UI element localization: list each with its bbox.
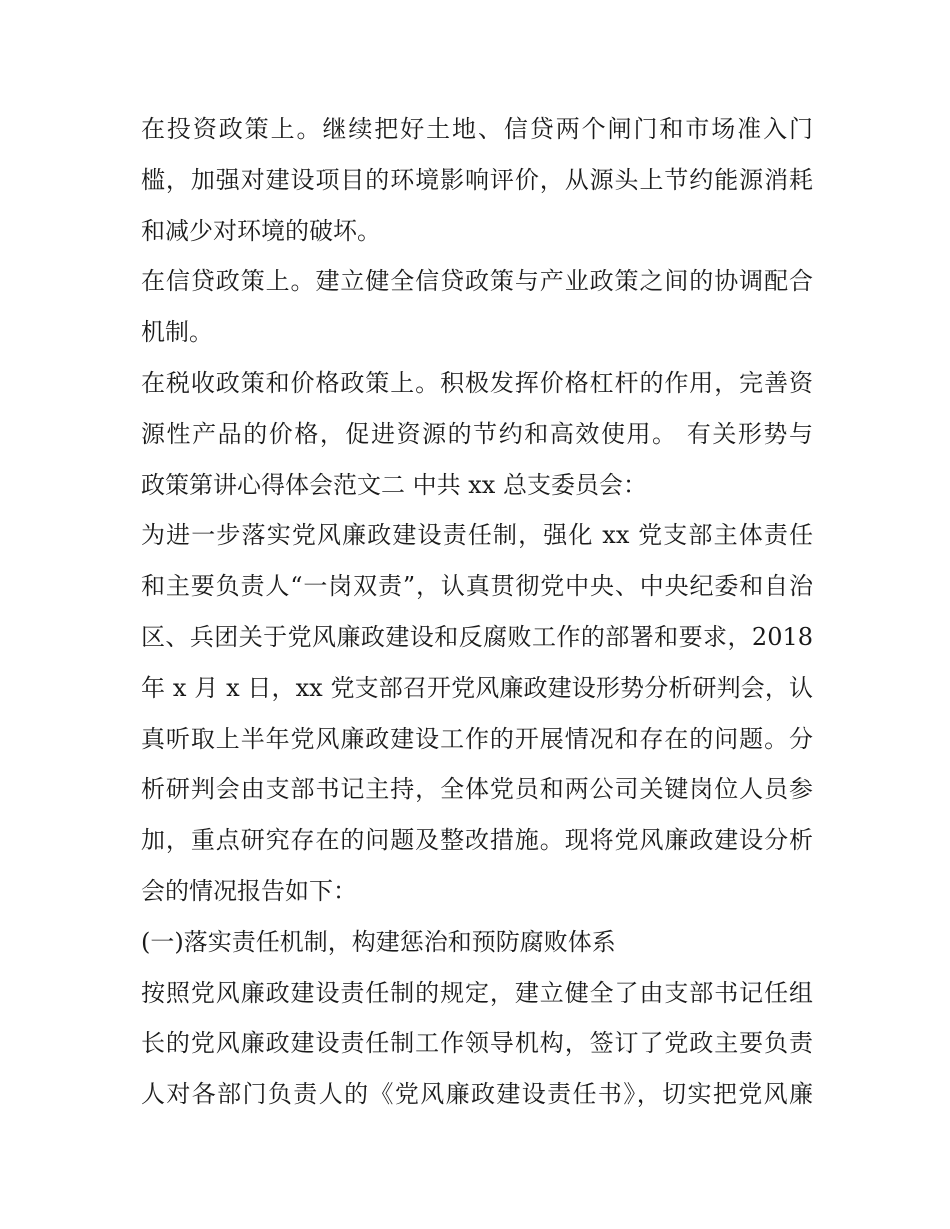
text-line: 在税收政策和价格政策上。积极发挥价格杠杆的作用，完善资 bbox=[141, 368, 813, 397]
text-line: 为进一步落实党风廉政建设责任制，强化 xx 党支部主体责任 bbox=[141, 521, 813, 550]
text-line: 机制。 bbox=[141, 318, 213, 347]
text-line: 在信贷政策上。建立健全信贷政策与产业政策之间的协调配合 bbox=[141, 267, 813, 296]
text-line: 加，重点研究存在的问题及整改措施。现将党风廉政建设分析 bbox=[141, 826, 813, 855]
text-line: 长的党风廉政建设责任制工作领导机构，签订了党政主要负责 bbox=[141, 1029, 813, 1058]
text-line: 区、兵团关于党风廉政建设和反腐败工作的部署和要求，2018 bbox=[141, 622, 813, 651]
text-line: 按照党风廉政建设责任制的规定，建立健全了由支部书记任组 bbox=[141, 978, 813, 1007]
text-line: 真听取上半年党风廉政建设工作的开展情况和存在的问题。分 bbox=[141, 724, 813, 753]
text-line: 和主要负责人“一岗双责”，认真贯彻党中央、中央纪委和自治 bbox=[141, 572, 813, 601]
text-line: 人对各部门负责人的《党风廉政建设责任书》，切实把党风廉 bbox=[141, 1080, 813, 1109]
text-line: 析研判会由支部书记主持，全体党员和两公司关键岗位人员参 bbox=[141, 775, 813, 804]
text-line: 源性产品的价格，促进资源的节约和高效使用。 有关形势与 bbox=[141, 419, 813, 448]
text-line: 在投资政策上。继续把好土地、信贷两个闸门和市场准入门 bbox=[141, 115, 813, 143]
text-line: 年 x 月 x 日，xx 党支部召开党风廉政建设形势分析研判会，认 bbox=[141, 673, 813, 702]
text-line: 槛，加强对建设项目的环境影响评价，从源头上节约能源消耗 bbox=[141, 165, 813, 194]
document-body bbox=[141, 104, 813, 1120]
text-line: 和减少对环境的破坏。 bbox=[141, 216, 381, 245]
text-line: 政策第讲心得体会范文二 中共 xx 总支委员会： bbox=[141, 470, 647, 499]
section-heading: (一)落实责任机制，构建惩治和预防腐败体系 bbox=[141, 927, 616, 956]
text-line: 会的情况报告如下： bbox=[141, 876, 357, 905]
